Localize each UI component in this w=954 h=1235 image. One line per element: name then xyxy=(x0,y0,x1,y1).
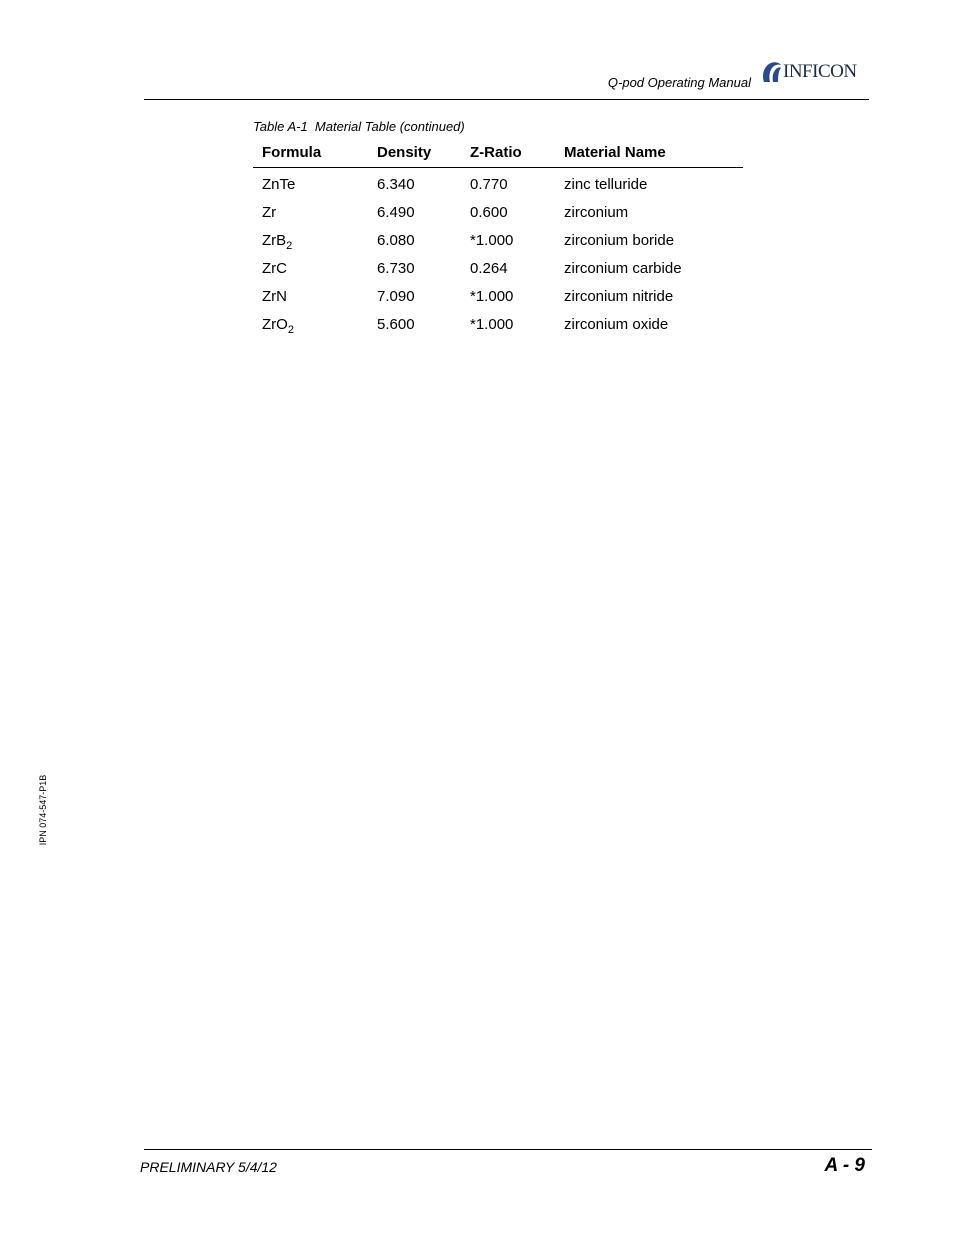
density-cell: 6.080 xyxy=(377,231,415,249)
table-row xyxy=(253,168,743,199)
formula-cell xyxy=(253,226,368,254)
formula-text: Zr xyxy=(262,203,277,221)
material-name-cell: zirconium boride xyxy=(564,231,675,249)
table-row xyxy=(253,226,743,254)
formula-cell xyxy=(253,254,368,282)
material-name-cell: zirconium nitride xyxy=(564,287,674,305)
material-name-cell: zirconium xyxy=(564,203,629,221)
material-name-cell: zinc telluride xyxy=(564,175,648,193)
z-ratio-cell: 0.264 xyxy=(470,259,508,277)
z-ratio-cell: *1.000 xyxy=(470,315,514,333)
ipn-side-label: IPN 074-547-P1B xyxy=(38,774,48,846)
formula-subscript: 2 xyxy=(287,323,294,336)
formula-text: ZrO xyxy=(262,315,288,333)
material-table xyxy=(253,138,743,338)
column-header-material-name: Material Name xyxy=(555,138,743,168)
table-caption: Table A-1 Material Table (continued) xyxy=(253,119,465,134)
table-row xyxy=(253,310,743,338)
density-cell: 5.600 xyxy=(377,315,415,333)
table-row xyxy=(253,282,743,310)
inficon-logo-mark-icon xyxy=(760,60,782,84)
z-ratio-cell: *1.000 xyxy=(470,231,514,249)
formula-cell xyxy=(253,198,368,226)
formula-text: ZnTe xyxy=(262,175,296,193)
table-row xyxy=(253,198,743,226)
column-header-z-ratio: Z-Ratio xyxy=(461,138,555,168)
formula-cell xyxy=(253,168,368,199)
formula-text: ZrC xyxy=(262,259,287,277)
z-ratio-cell: *1.000 xyxy=(470,287,514,305)
header-rule xyxy=(144,99,869,100)
density-cell: 7.090 xyxy=(377,287,415,305)
density-cell: 6.340 xyxy=(377,175,415,193)
formula-cell xyxy=(253,310,368,338)
material-name-cell: zirconium carbide xyxy=(564,259,682,277)
inficon-logo xyxy=(760,59,857,85)
page-number: A - 9 xyxy=(824,1155,865,1176)
z-ratio-cell: 0.770 xyxy=(470,175,508,193)
formula-cell xyxy=(253,282,368,310)
table-row xyxy=(253,254,743,282)
footer-preliminary-date: PRELIMINARY 5/4/12 xyxy=(140,1159,277,1175)
material-name-cell: zirconium oxide xyxy=(564,315,669,333)
formula-text: ZrB xyxy=(262,231,287,249)
formula-subscript: 2 xyxy=(286,239,293,252)
density-cell: 6.490 xyxy=(377,203,415,221)
formula-text: ZrN xyxy=(262,287,287,305)
inficon-logo-text: INFICON xyxy=(783,61,857,82)
density-cell: 6.730 xyxy=(377,259,415,277)
column-header-density: Density xyxy=(368,138,461,168)
table-header-row xyxy=(253,138,743,168)
footer-rule xyxy=(144,1149,872,1150)
z-ratio-cell: 0.600 xyxy=(470,203,508,221)
column-header-formula: Formula xyxy=(253,138,368,168)
manual-title: Q-pod Operating Manual xyxy=(607,75,751,90)
